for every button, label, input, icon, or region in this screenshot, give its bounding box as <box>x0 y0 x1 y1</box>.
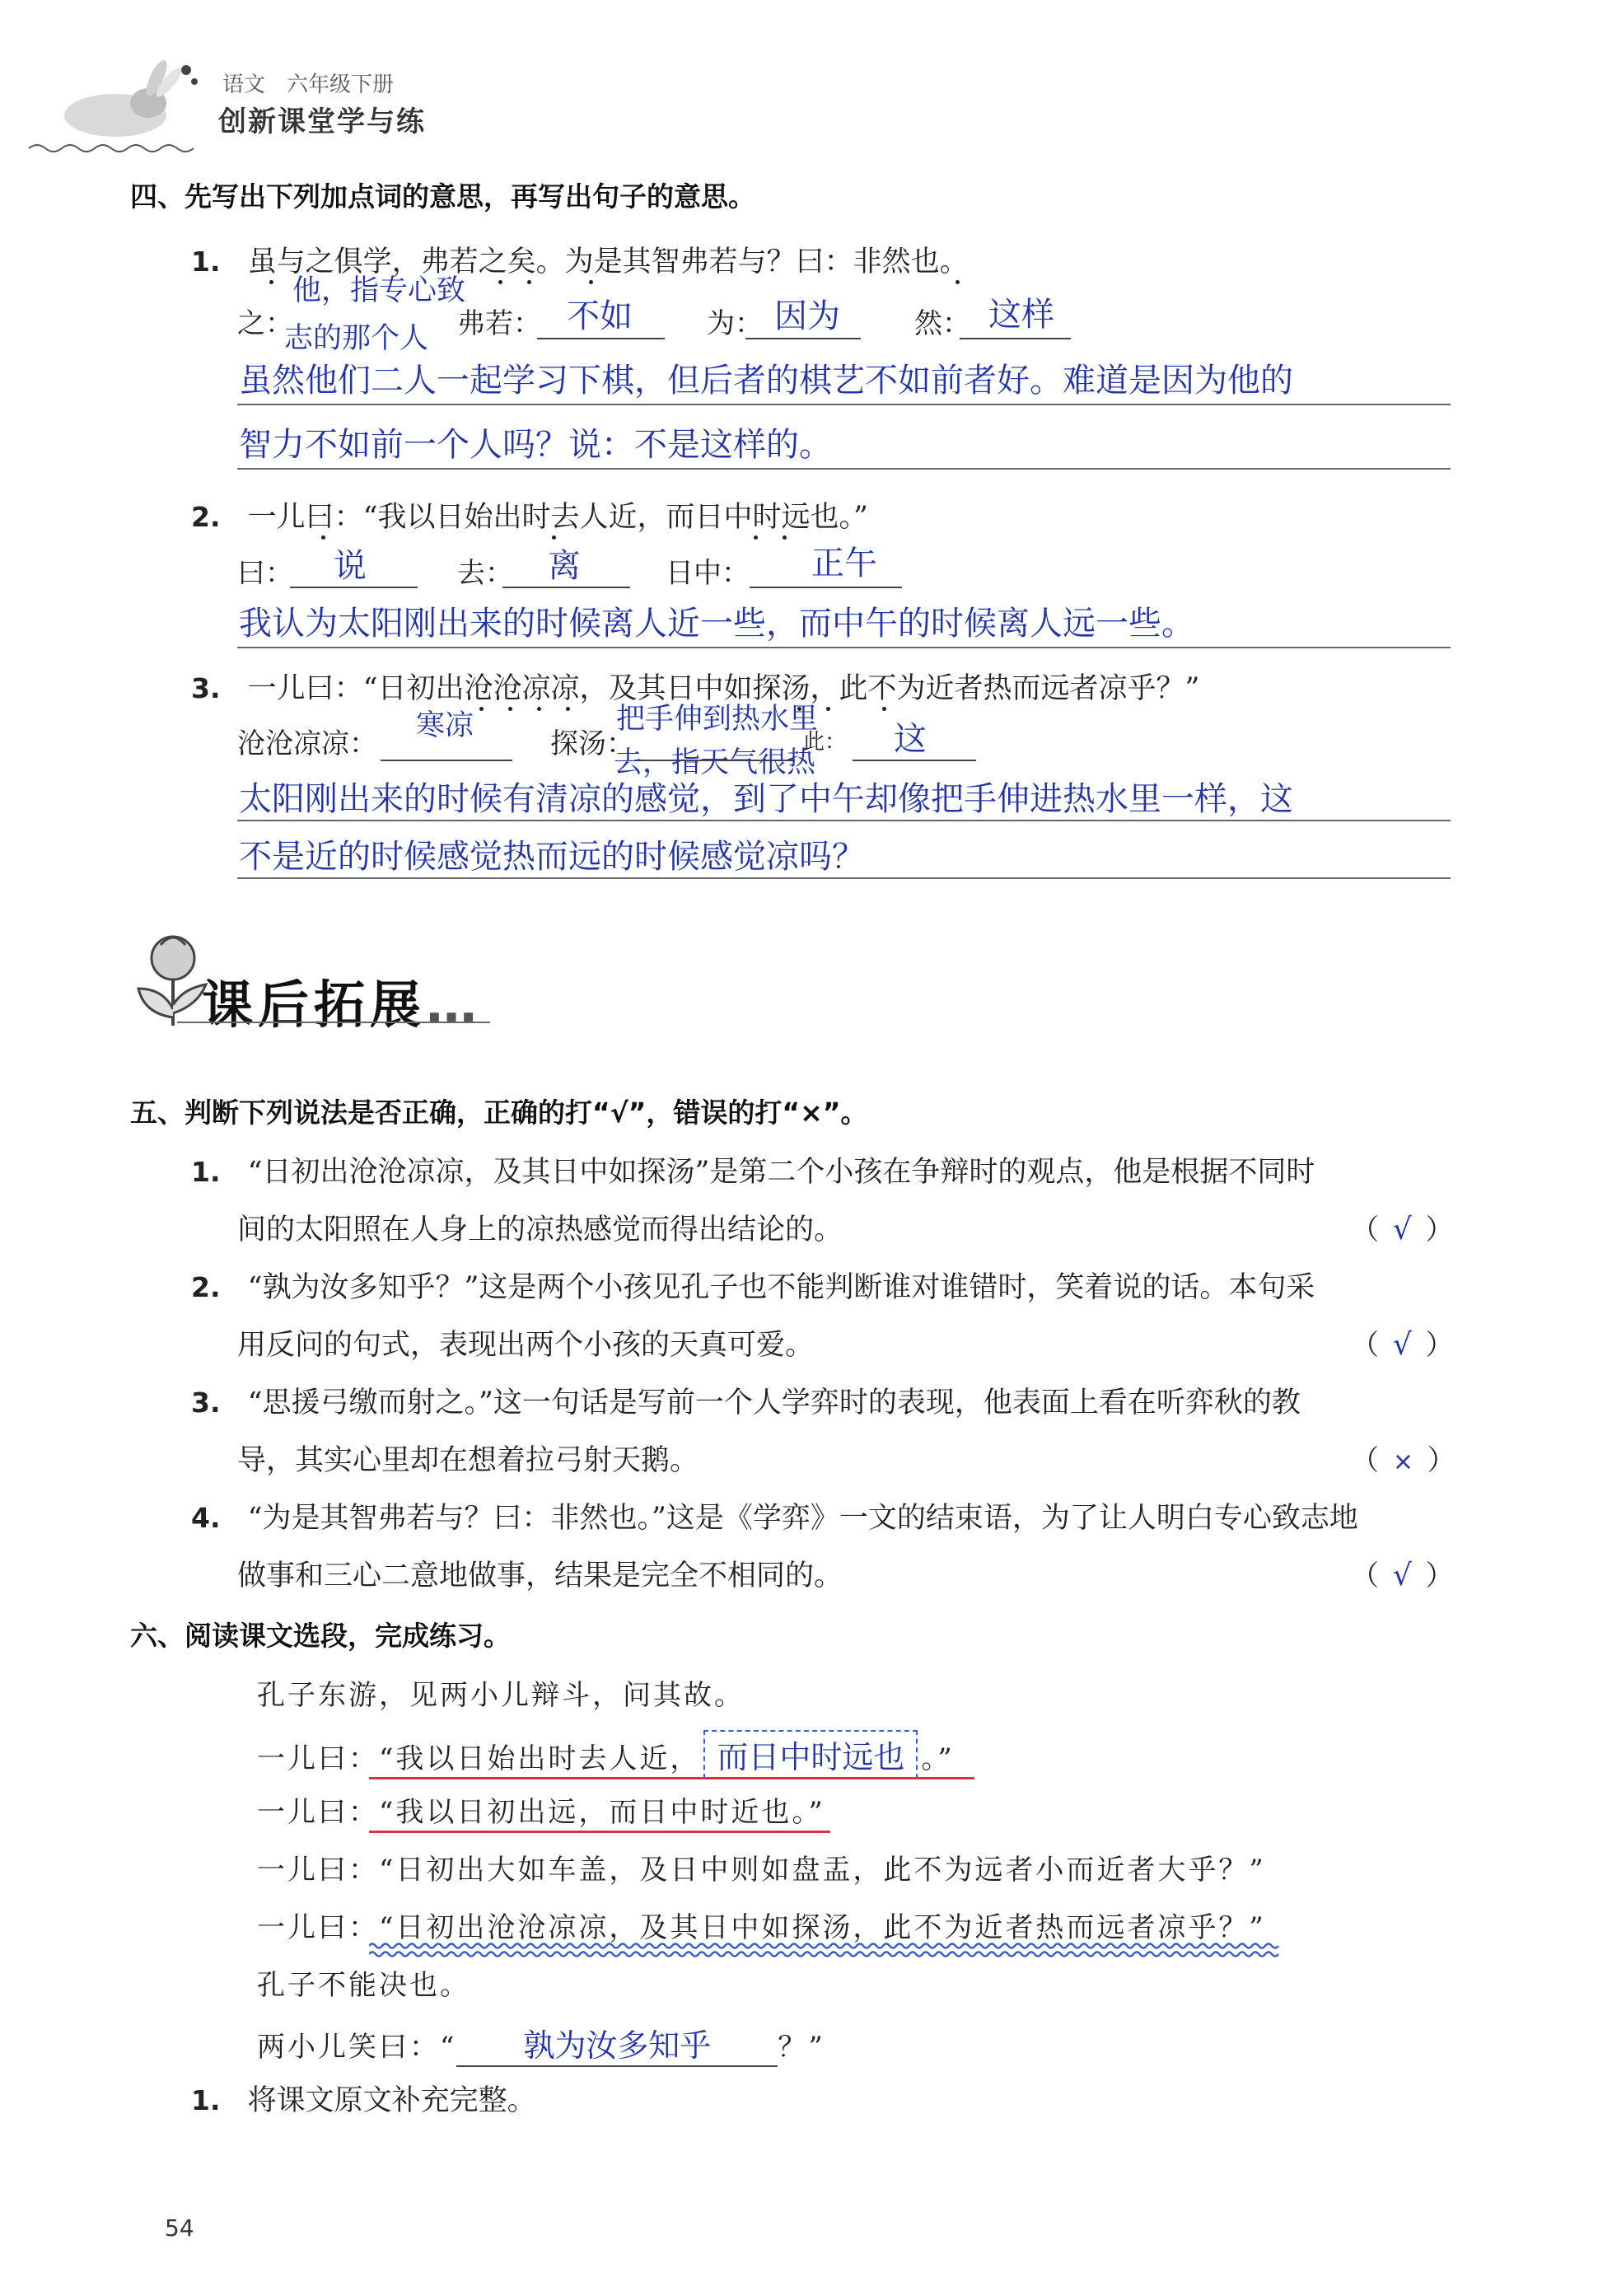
section-4-title: 四、先写出下列加点词的意思，再写出句子的意思。 <box>130 180 755 213</box>
judge-mark-4: √ <box>1392 1559 1412 1592</box>
blank-rizhong <box>750 587 902 588</box>
section-5-title: 五、判断下列说法是否正确，正确的打“√”，错误的打“×”。 <box>130 1097 868 1129</box>
blank-yue <box>290 587 418 588</box>
question-number: 1. <box>191 245 221 278</box>
paren-open: （ <box>1351 1560 1379 1592</box>
judge-item-4-line2: 做事和三心二意地做事，结果是完全不相同的。 <box>237 1560 843 1592</box>
blank-cangcang <box>381 760 512 761</box>
answer-line <box>237 877 1451 879</box>
answer-tantang-line1: 把手伸到热水里 <box>616 703 819 736</box>
emphasis-dot <box>508 707 512 711</box>
statement-text: “日初出沧沧凉凉，及其日中如探汤”是第二个小孩在争辩时的观点，他是根据不同时 <box>247 1156 1315 1189</box>
answer-bracket <box>1351 1438 1455 1478</box>
paren-close: ） <box>1425 1560 1454 1592</box>
label-tantang: 探汤： <box>550 727 634 760</box>
sub-question-1 <box>191 2078 536 2119</box>
passage-text: 一儿曰：“我以日始出时去人近， <box>257 1742 701 1775</box>
label-furuo: 弗若： <box>457 307 541 340</box>
label-cangcang: 沧沧凉凉： <box>237 727 377 760</box>
judge-mark-3: × <box>1392 1447 1413 1476</box>
emphasis-dot <box>498 280 502 284</box>
emphasis-dot <box>826 707 830 711</box>
passage-text: 。” <box>921 1742 955 1775</box>
question-2-text <box>191 494 868 535</box>
judge-item-2-line1 <box>191 1265 1315 1306</box>
passage-line-4: 一儿曰：“日初出大如车盖，及日中则如盘盂，此不为远者小而近者大乎？” <box>257 1854 1266 1887</box>
label-zhi: 之： <box>237 307 293 340</box>
judge-item-1-line1 <box>191 1149 1315 1190</box>
answer-line <box>237 647 1451 648</box>
answer-zhi-line1: 他，指专心致 <box>292 274 466 307</box>
question-number: 1. <box>191 2084 221 2116</box>
paren-close: ） <box>1427 1444 1455 1477</box>
answer-zhi-line2: 志的那个人 <box>284 322 429 355</box>
passage-line-7 <box>257 2020 825 2067</box>
judge-mark-2: √ <box>1392 1328 1412 1362</box>
emphasis-dot <box>783 535 787 540</box>
paren-close: ） <box>1425 1329 1454 1362</box>
label-ci: 此： <box>803 730 847 755</box>
blank-qu <box>502 587 630 588</box>
emphasis-dot <box>527 280 531 284</box>
answer-line <box>237 404 1451 405</box>
answer-line <box>237 468 1451 470</box>
judge-item-1-line2: 间的太阳照在人身上的凉热感觉而得出结论的。 <box>237 1213 843 1246</box>
banner-underline <box>177 1022 490 1023</box>
question-number: 2. <box>191 501 221 533</box>
passage-text: ？” <box>778 2031 825 2064</box>
red-underline <box>369 1831 830 1833</box>
judge-item-3-line1 <box>191 1380 1301 1421</box>
translation-q2: 我认为太阳刚出来的时候离人近一些，而中午的时候离人远一些。 <box>239 605 1194 643</box>
passage-line-5: 一儿曰：“日初出沧沧凉凉，及其日中如探汤，此不为近者热而远者凉乎？” <box>257 1911 1266 1944</box>
label-rizhong: 日中： <box>666 557 750 590</box>
answer-bracket <box>1351 1322 1454 1363</box>
label-qu: 去： <box>457 557 513 590</box>
judge-item-3-line2: 导，其实心里却在想着拉弓射天鹅。 <box>237 1444 699 1477</box>
paren-close: ） <box>1425 1213 1454 1246</box>
red-underline <box>369 1777 974 1779</box>
emphasis-dot <box>956 280 960 284</box>
paren-open: （ <box>1351 1329 1379 1362</box>
section-banner <box>202 964 482 1037</box>
header-subject: 语文 六年级下册 <box>222 72 395 97</box>
passage-text: 两小儿笑曰：“ <box>257 2031 457 2064</box>
question-number: 3. <box>191 672 221 704</box>
blank-ci <box>853 760 976 761</box>
answer-yue: 说 <box>334 547 367 585</box>
fill-answer: 而日中时远也 <box>717 1739 905 1775</box>
emphasis-dot <box>479 707 484 711</box>
emphasis-dot <box>882 707 886 711</box>
answer-furuo: 不如 <box>567 297 633 335</box>
passage-line-1: 孔子东游，见两小儿辩斗，问其故。 <box>257 1679 745 1712</box>
emphasis-dot <box>321 535 325 540</box>
paren-open: （ <box>1351 1444 1379 1477</box>
statement-text: “孰为汝多知乎？”这是两个小孩见孔子也不能判断谁对谁错时，笑着说的话。本句采 <box>247 1271 1315 1304</box>
wavy-underline <box>369 1940 1279 1960</box>
blank-furuo <box>537 338 665 339</box>
judge-mark-1: √ <box>1392 1213 1412 1246</box>
banner-text: 课后拓展 <box>202 975 427 1035</box>
emphasis-dot <box>589 280 593 284</box>
fill-blank-box <box>703 1730 918 1779</box>
question-sentence: 将课文原文补充完整。 <box>247 2084 536 2117</box>
translation-q1-line1: 虽然他们二人一起学习下棋，但后者的棋艺不如前者好。难道是因为他的 <box>239 362 1293 400</box>
header-book-title: 创新课堂学与练 <box>218 105 426 138</box>
blank-ran <box>960 338 1071 339</box>
judge-item-2-line2: 用反问的句式，表现出两个小孩的天真可爱。 <box>237 1329 815 1362</box>
passage-line-2 <box>257 1730 955 1779</box>
fill-answer: 孰为汝多知乎 <box>523 2027 712 2064</box>
answer-ci: 这 <box>894 720 927 758</box>
translation-q3-line1: 太阳刚出来的时候有清凉的感觉，到了中午却像把手伸进热水里一样，这 <box>239 780 1293 818</box>
rabbit-logo-icon <box>25 45 206 152</box>
answer-bracket <box>1351 1207 1454 1247</box>
judge-item-4-line1 <box>191 1495 1358 1536</box>
answer-line <box>237 820 1451 821</box>
emphasis-dot <box>269 280 273 284</box>
answer-ran: 这样 <box>988 296 1054 334</box>
question-sentence: 虽与之俱学，弗若之矣。为是其智弗若与？曰：非然也。 <box>247 245 969 278</box>
answer-cangcang: 寒凉 <box>416 709 474 742</box>
answer-wei: 因为 <box>774 297 840 335</box>
emphasis-dot <box>537 707 541 711</box>
paren-open: （ <box>1351 1213 1379 1246</box>
blank-wei <box>745 338 861 339</box>
question-number: 3. <box>191 1386 221 1419</box>
fill-blank-line <box>456 2020 778 2067</box>
page-number: 54 <box>165 2214 194 2242</box>
question-sentence: 一儿曰：“我以日始出时去人近，而日中时远也。” <box>247 501 868 534</box>
passage-line-3: 一儿曰：“我以日初出远，而日中时近也。” <box>257 1796 825 1829</box>
statement-text: “为是其智弗若与？曰：非然也。”这是《学弈》一文的结束语，为了让人明白专心致志地 <box>247 1502 1358 1535</box>
answer-bracket <box>1351 1553 1454 1593</box>
answer-qu: 离 <box>548 547 581 585</box>
statement-text: “思援弓缴而射之。”这一句话是写前一个人学弈时的表现，他表面上看在听弈秋的教 <box>247 1386 1301 1419</box>
question-number: 2. <box>191 1271 221 1303</box>
question-number: 4. <box>191 1502 221 1534</box>
passage-line-6: 孔子不能决也。 <box>257 1969 470 2002</box>
answer-tantang-line2: 去，指天气很热 <box>614 746 816 779</box>
translation-q3-line2: 不是近的时候感觉热而远的时候感觉凉吗？ <box>239 838 865 876</box>
banner-dots: … <box>426 975 483 1035</box>
label-ran: 然： <box>914 307 970 340</box>
label-wei: 为： <box>707 307 763 340</box>
translation-q1-line2: 智力不如前一个人吗？说：不是这样的。 <box>239 426 832 464</box>
label-yue: 曰： <box>237 557 293 590</box>
question-number: 1. <box>191 1156 221 1188</box>
answer-rizhong: 正午 <box>811 545 877 582</box>
question-sentence: 一儿曰：“日初出沧沧凉凉，及其日中如探汤，此不为近者热而远者凉乎？” <box>247 672 1200 705</box>
section-6-title: 六、阅读课文选段，完成练习。 <box>130 1620 511 1652</box>
emphasis-dot <box>566 707 570 711</box>
emphasis-dot <box>754 535 758 540</box>
